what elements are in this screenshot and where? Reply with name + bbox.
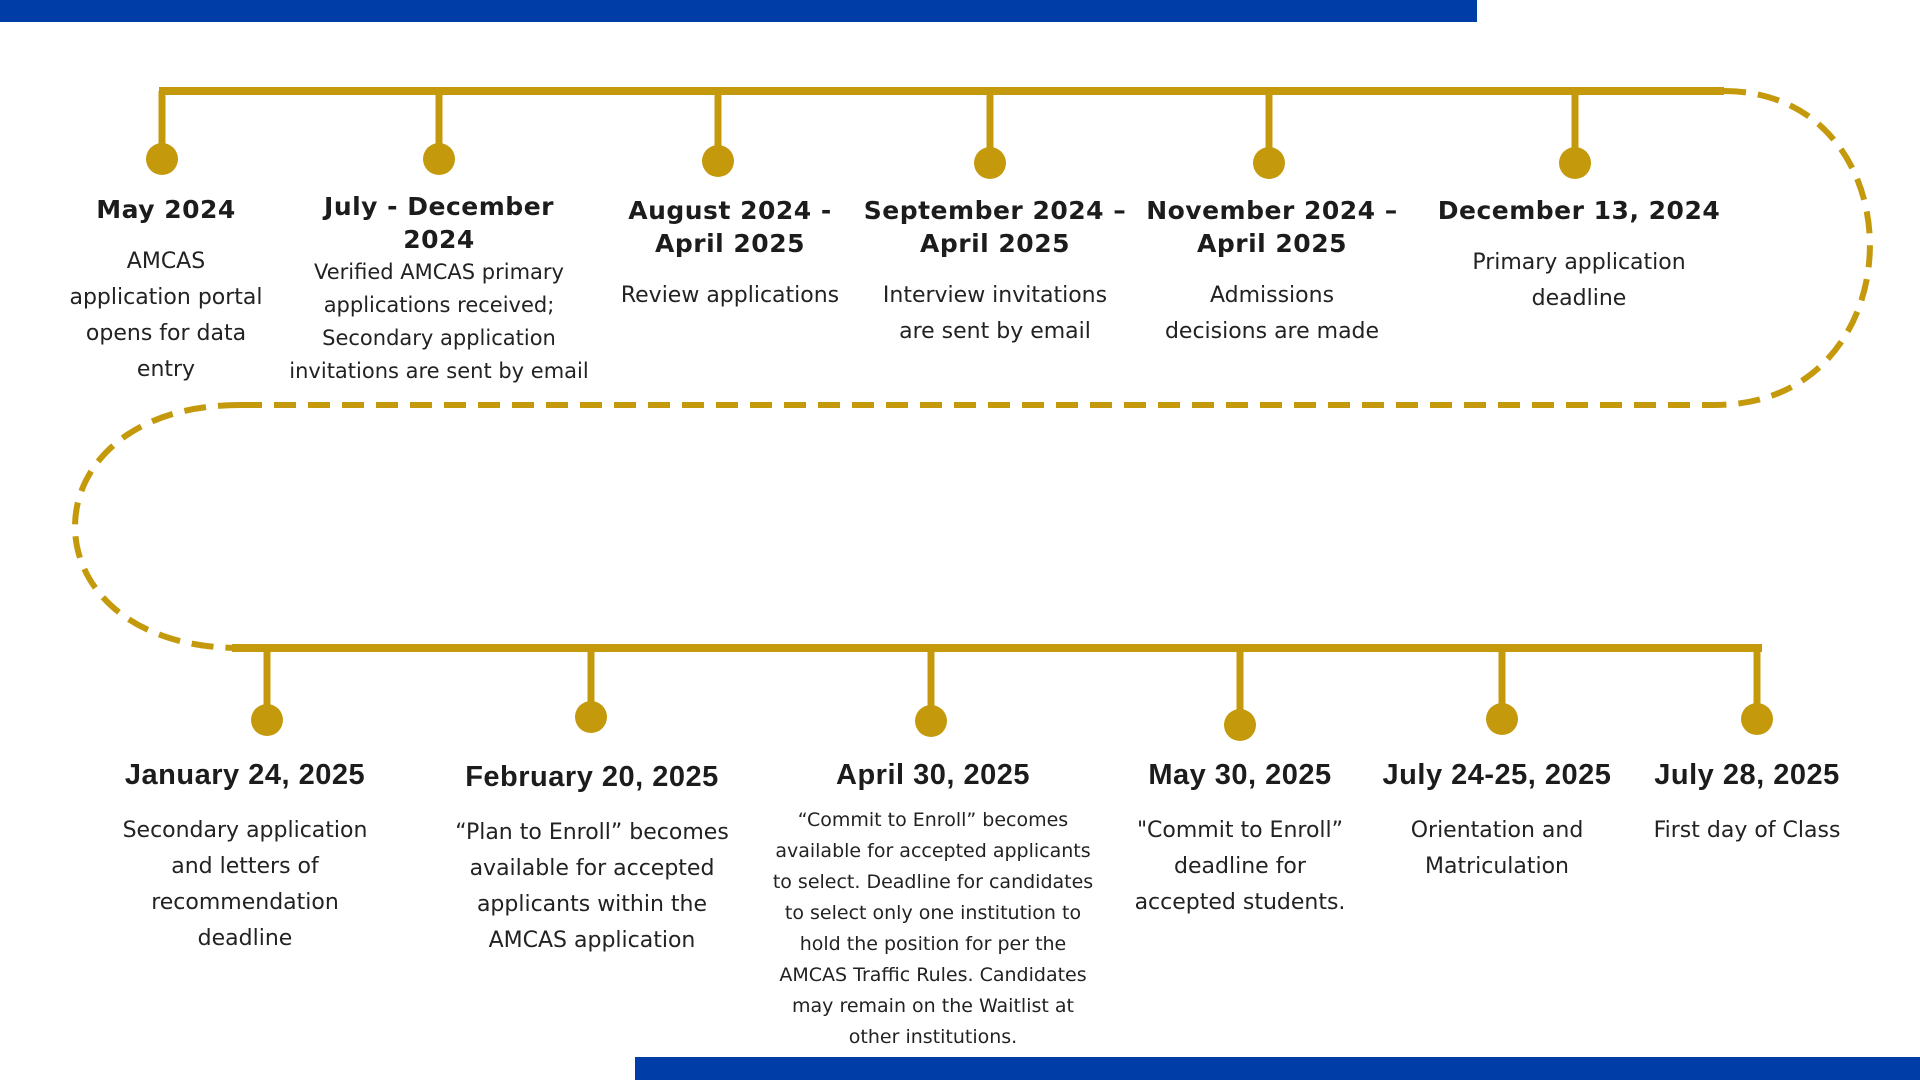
milestone-dot-9 [915, 705, 947, 737]
milestone-7 [95, 757, 395, 957]
milestone-8 [432, 759, 752, 959]
milestone-dot-5 [1253, 147, 1285, 179]
milestone-description: Secondary application and letters of recommendation deadline [122, 818, 368, 951]
timeline-curve-left [75, 405, 240, 648]
milestone-12 [1632, 757, 1862, 849]
milestone-dot-11 [1486, 703, 1518, 735]
milestone-3 [590, 194, 870, 314]
milestone-dot-7 [251, 704, 283, 736]
milestone-dot-6 [1559, 147, 1591, 179]
milestone-description: "Commit to Enroll” deadline for accepted students. [1134, 818, 1346, 915]
milestone-dot-1 [146, 143, 178, 175]
milestone-date: May 30, 2025 [1148, 759, 1332, 791]
milestone-description: Interview invitations are sent by email [882, 283, 1108, 344]
milestone-4 [855, 194, 1135, 350]
milestone-5 [1132, 194, 1412, 350]
milestone-description: “Plan to Enroll” becomes available for accepted applicants within the AMCAS application [455, 820, 729, 953]
milestone-date: April 30, 2025 [836, 759, 1030, 791]
milestone-dot-8 [575, 701, 607, 733]
milestone-date: January 24, 2025 [124, 759, 366, 791]
milestone-date: July 28, 2025 [1654, 759, 1840, 791]
milestone-date: July 24-25, 2025 [1382, 759, 1612, 791]
milestone-date: July - December 2024 [324, 192, 554, 254]
milestone-date: November 2024 – April 2025 [1146, 196, 1398, 258]
milestone-dot-3 [702, 145, 734, 177]
milestone-dot-2 [423, 143, 455, 175]
milestone-description: AMCAS application portal opens for data entry [69, 249, 263, 382]
milestone-date: May 2024 [96, 195, 236, 224]
milestone-date: February 20, 2025 [465, 761, 719, 793]
milestone-description: Verified AMCAS primary applications received; Secondary application invitations are sent by email [289, 260, 589, 383]
milestone-1 [46, 193, 286, 388]
milestone-11 [1372, 757, 1622, 885]
milestone-description: Primary application deadline [1472, 250, 1686, 311]
milestone-date: September 2024 – April 2025 [863, 196, 1127, 258]
milestone-description: First day of Class [1653, 818, 1841, 843]
milestone-description: Admissions decisions are made [1164, 283, 1380, 344]
milestone-9 [753, 757, 1113, 1053]
milestone-description: Orientation and Matriculation [1410, 818, 1584, 879]
milestone-description: “Commit to Enroll” becomes available for accepted applicants to select. Deadline for candidates to select only one institution to hold the position for per the AMCAS Traffic Rules. Candidates may remain on the Waitlist at other institutions. [772, 809, 1094, 1048]
milestone-date: December 13, 2024 [1437, 196, 1721, 225]
milestone-date: August 2024 - April 2025 [628, 196, 832, 258]
milestone-description: Review applications [620, 283, 840, 308]
milestone-dot-4 [974, 147, 1006, 179]
milestone-dot-12 [1741, 703, 1773, 735]
milestone-2 [279, 190, 599, 388]
milestone-dot-10 [1224, 709, 1256, 741]
milestone-10 [1110, 757, 1370, 921]
milestone-6 [1419, 194, 1739, 317]
